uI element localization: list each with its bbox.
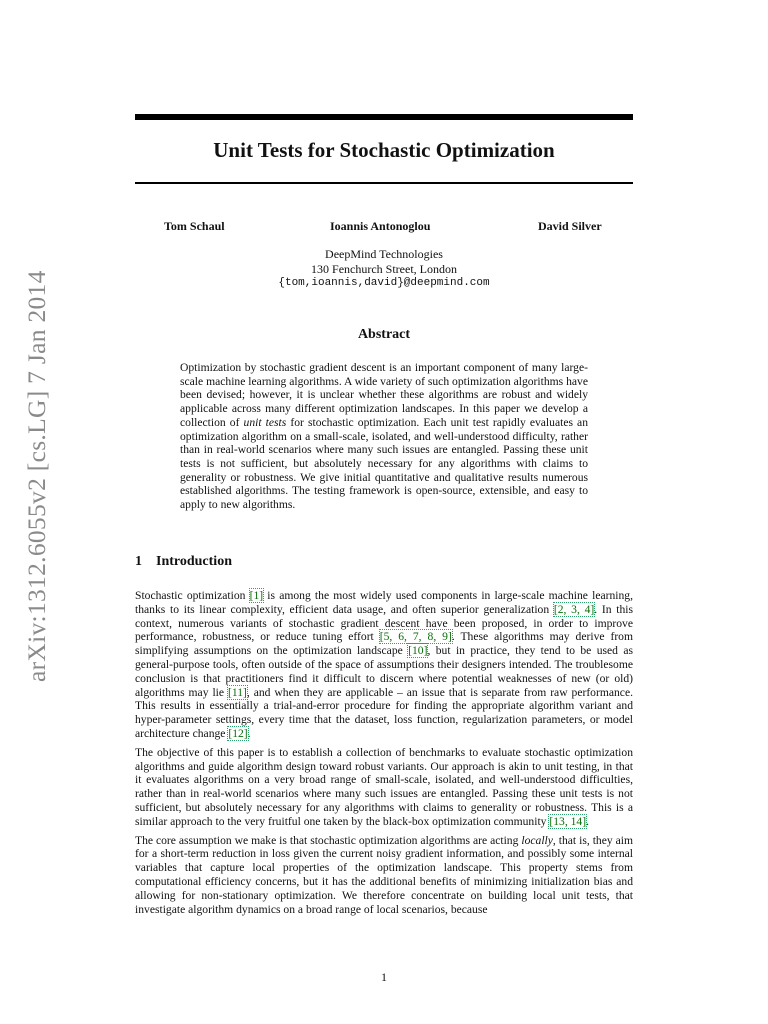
body-text-run: , and when they are applicable – an issue that is separate from raw performance. This results in essentially a trial-and-error procedure for finding the appropriate algorithm variant and hyper-parameter settings, every time that the dataset, loss function, regularization parameters, or model architecture change [135, 685, 633, 740]
abstract-emphasis: unit tests [243, 415, 287, 429]
body-paragraph [135, 589, 633, 741]
body-text-run: . [247, 726, 251, 740]
body-text-run: The objective of this paper is to establish a collection of benchmarks to evaluate stochastic optimization algorithms and guide algorithm design toward robust variants. Our approach is akin to unit testing, in that it evaluates algorithms on a very broad range of small-scale, isolated, and well-understood difficulties, rather than in real-world scenarios where many such issues are entangled. Passing these unit tests is not sufficient, but absolutely necessary for any algorithms with claims to generality or robustness. This is a similar approach to the very fruitful one taken by the black-box optimization community [135, 745, 633, 828]
citation-link[interactable]: [13, 14] [549, 814, 587, 828]
body-text-run: . In this context, numerous variants of stochastic gradient descent have been proposed, in order to improve performance, robustness, or reduce tuning effort [135, 602, 633, 644]
author-2: Ioannis Antonoglou [330, 219, 431, 233]
abstract-text [180, 361, 588, 512]
paper-title: Unit Tests for Stochastic Optimization [213, 138, 555, 162]
body-text-run: , that is, they aim for a short-term reduction in loss given the current noisy gradient information, and possibly some internal variables that capture local properties of the optimization landscape. This property stems from computational efficiency concerns, but it has the additional benefits of minimizing initialization bias and allowing for non-stationary optimization. We therefore concentrate on building local unit tests, that investigate algorithm dynamics on a broad range of local scenarios, because [135, 833, 633, 916]
citation-link[interactable]: [10] [408, 644, 428, 658]
body-paragraph [135, 834, 633, 917]
affiliation [135, 247, 633, 291]
title-top-rule [135, 114, 633, 120]
citation-link[interactable]: [5, 6, 7, 8, 9] [379, 630, 452, 644]
section-number: 1 [135, 554, 142, 569]
body-text-run: . These algorithms may derive from simplifying assumptions on the optimization landscape [135, 630, 633, 658]
title-bottom-rule [135, 182, 633, 184]
abstract-heading: Abstract [357, 327, 411, 342]
affiliation-address: 130 Fenchurch Street, London [311, 261, 457, 276]
citation-link[interactable]: [12] [228, 726, 248, 740]
body-text-run: . [586, 814, 589, 828]
citation-link[interactable]: [11] [227, 685, 247, 699]
body-text-run: is among the most widely used components in large-scale machine learning, thanks to its linear complexity, efficient data usage, and often superior generalization [135, 589, 633, 616]
citation-link[interactable]: [1] [249, 589, 264, 602]
author-3: David Silver [538, 219, 602, 233]
page-number: 1 [381, 970, 387, 984]
body-text [135, 589, 633, 921]
affiliation-email[interactable]: {tom,ioannis,david}@deepmind.com [278, 277, 490, 289]
body-text-run: The core assumption we make is that stochastic optimization algorithms are acting [135, 833, 522, 847]
affiliation-org: DeepMind Technologies [325, 247, 443, 261]
abstract-text-part: for stochastic optimization. Each unit test rapidly evaluates an optimization algorithm on a small-scale, isolated, and well-understood difficulty, rather than in real-world scenarios where many such issues are entangled. Passing these unit tests is not sufficient, but absolutely necessary for any algorithms with claims to generality or robustness. We give initial quantitative and qualitative results numerous established algorithms. The testing framework is open-source, extensible, and easy to apply to new algorithms. [180, 415, 589, 512]
body-text-run: , but in practice, they tend to be used as general-purpose tools, often outside of the space of assumptions their designers intended. The troublesome conclusion is that practitioners find it difficult to discern where potential weaknesses of new (or old) algorithms may lie [135, 644, 633, 699]
abstract-text-part: Optimization by stochastic gradient descent is an important component of many large-scale machine learning algorithms. A wide variety of such optimization algorithms have been devised; however, it is unclear whether these algorithms are robust and widely applicable across many different optimization landscapes. In this paper we develop a collection of [180, 361, 588, 429]
arxiv-identifier[interactable]: arXiv:1312.6055v2 [cs.LG] 7 Jan 2014 [22, 270, 51, 682]
citation-link[interactable]: [2, 3, 4] [553, 602, 595, 616]
author-1: Tom Schaul [164, 219, 225, 233]
section-heading [135, 554, 232, 570]
body-text-run: Stochastic optimization [135, 589, 250, 602]
emphasis-text: locally [521, 833, 553, 847]
section-title: Introduction [156, 554, 232, 569]
body-paragraph [135, 746, 633, 829]
